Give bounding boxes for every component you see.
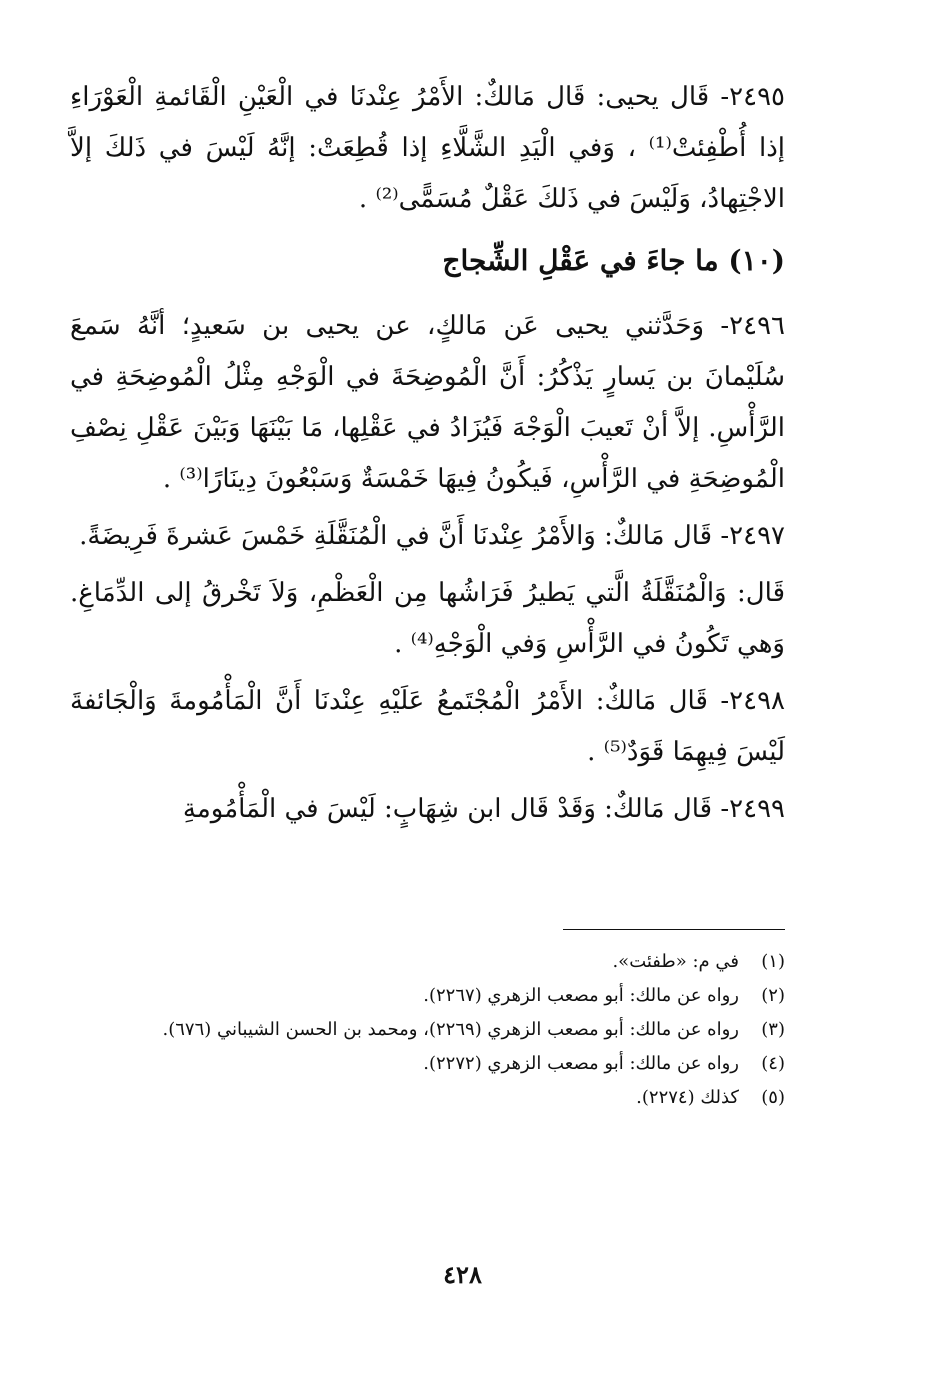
footnote-item xyxy=(70,1013,785,1047)
footnote-item xyxy=(70,979,785,1013)
footnote-text: رواه عن مالك: أبو مصعب الزهري (٢٢٦٩)، ومحمد بن الحسن الشيباني (٦٧٦). xyxy=(162,1019,739,1040)
paragraph-2495: ٢٤٩٥- قَال يحيى: قَال مَالكٌ: الأَمْرُ عِنْدنَا في الْعَيْنِ الْقَائمةِ الْعَوْرَاءِ إذا أُطْفِئتْ⁽¹⁾ ، وَفي الْيَدِ الشَّلَّاءِ إذا قُطِعَتْ: إنَّهُ لَيْسَ في ذَلكَ إلاَّ الاجْتِهادُ، وَلَيْسَ في ذَلكَ عَقْلٌ مُسَمًّى⁽²⁾ . xyxy=(70,82,785,214)
paragraph-2499: ٢٤٩٩- قَال مَالكٌ: وَقَدْ قَال ابن شِهَابٍ: لَيْسَ في الْمَأْمُومةِ xyxy=(182,794,785,824)
footnote-item xyxy=(70,1047,785,1081)
paragraph-qal: قَال: وَالْمُنَقَّلَةُ الَّتي يَطيرُ فَرَاشُها مِن الْعَظْمِ، وَلاَ تَخْرقُ إلى الدِّمَاغِ. وَهي تَكُونُ في الرَّأْسِ وَفي الْوَجْهِ⁽⁴⁾ . xyxy=(70,578,785,659)
footnote-text: رواه عن مالك: أبو مصعب الزهري (٢٢٦٧). xyxy=(423,985,739,1006)
section-heading: (١٠) ما جاءَ في عَقْلِ الشِّجاج xyxy=(442,244,785,277)
footnote-divider xyxy=(563,929,785,930)
footnote-text: كذلك (٢٢٧٤). xyxy=(636,1087,739,1108)
page-number: ٤٢٨ xyxy=(443,1260,482,1289)
paragraph-2497: ٢٤٩٧- قَال مَالكٌ: وَالأَمْرُ عِنْدنَا أَنَّ في الْمُنَقَّلَةِ خَمْسَ عَشرةَ فَرِيضَةً. xyxy=(79,521,785,551)
footnotes xyxy=(70,945,785,1115)
footnote-mark: (٤) xyxy=(761,1053,785,1074)
footnote-mark: (٣) xyxy=(761,1019,785,1040)
footnote-mark: (١) xyxy=(761,951,785,972)
footnote-text: رواه عن مالك: أبو مصعب الزهري (٢٢٧٢). xyxy=(423,1053,739,1074)
footnote-text: في م: «طفئت». xyxy=(612,951,739,972)
footnote-item xyxy=(70,1081,785,1115)
footnote-item xyxy=(70,945,785,979)
paragraph-2498: ٢٤٩٨- قَال مَالكٌ: الأَمْرُ الْمُجْتَمعُ عَلَيْهِ عِنْدنَا أَنَّ الْمَأْمُومةَ وَالْجَائفةَ لَيْسَ فِيهِمَا قَوَدٌ⁽⁵⁾ . xyxy=(70,686,785,767)
footnote-mark: (٢) xyxy=(761,985,785,1006)
paragraph-2496: ٢٤٩٦- وَحَدَّثني يحيى عَن مَالكٍ، عن يحيى بن سَعيدٍ؛ أنَّهُ سَمعَ سُلَيْمانَ بن يَسارٍ يَذْكُرُ: أَنَّ الْمُوضِحَةَ في الْوَجْهِ مِثْلُ الْمُوضِحَةِ في الرَّأْسِ. إلاَّ أنْ تَعيبَ الْوَجْهَ فَيُزَادُ في عَقْلِها، مَا بَيْنَهَا وَبَيْنَ عَقْلِ نِصْفِ الْمُوضِحَةِ في الرَّأْسِ، فَيكُونُ فِيهَا خَمْسَةٌ وَسَبْعُونَ دِينَارًا⁽³⁾ . xyxy=(70,311,785,494)
footnote-mark: (٥) xyxy=(761,1087,785,1108)
main-text xyxy=(70,72,785,841)
